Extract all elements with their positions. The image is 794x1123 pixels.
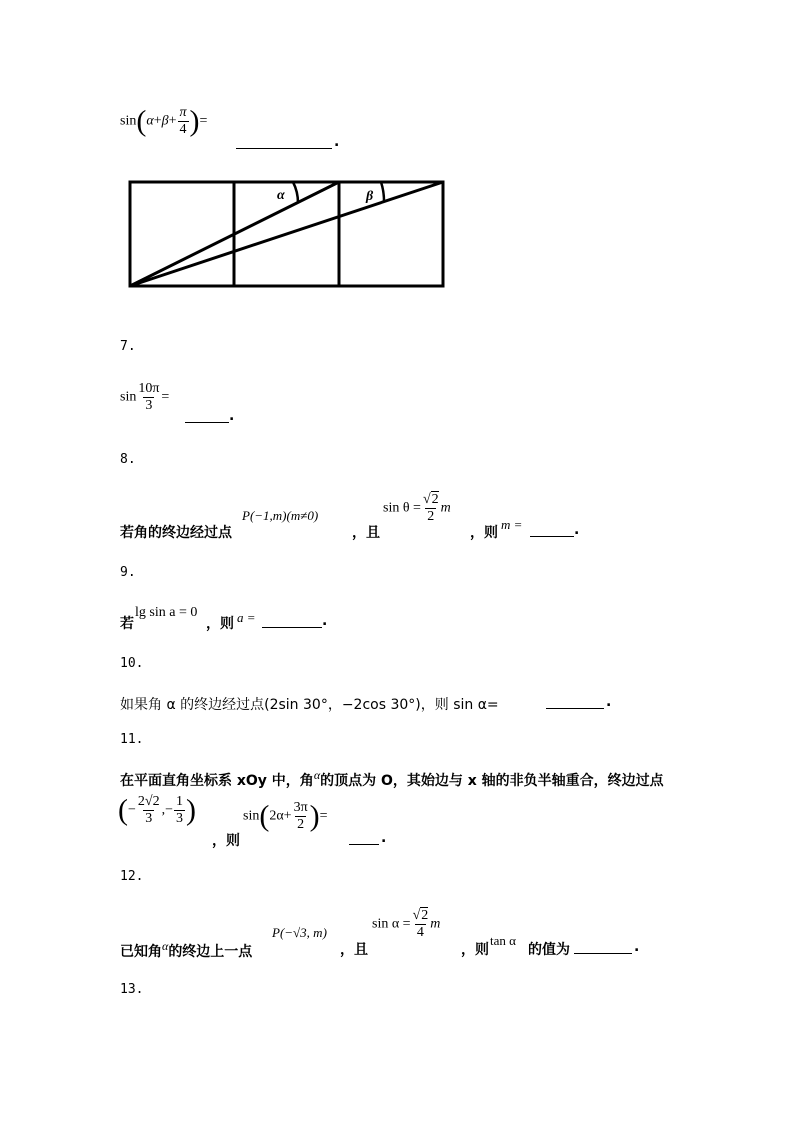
- q10-answer-blank[interactable]: [546, 708, 604, 709]
- q8-ask: m =: [501, 517, 523, 532]
- q6-alpha: α: [146, 113, 154, 129]
- q6-period: .: [334, 134, 340, 150]
- q12-text-e: 的值为: [528, 942, 570, 958]
- q11-expr-frac-den: 2: [297, 817, 305, 832]
- q11-line1: [120, 768, 664, 790]
- question-number-12: 12.: [120, 869, 144, 884]
- question-number-10: 10.: [120, 656, 144, 671]
- q10-period: .: [606, 694, 612, 710]
- q11-p1-den: 3: [145, 811, 153, 826]
- q8-period: .: [574, 522, 580, 538]
- q11-text-then: ，则: [212, 833, 240, 849]
- q11-p2-num: 1: [176, 794, 183, 809]
- q7-frac-num: 10π: [138, 381, 160, 396]
- q11-point-rparen: ): [186, 793, 196, 827]
- q8-sqrt-num: 2: [431, 492, 439, 507]
- q8-answer-blank[interactable]: [530, 536, 574, 537]
- q6-frac-den: 4: [179, 122, 187, 137]
- q12-line: [120, 939, 252, 961]
- q10-text: 如果角 α 的终边经过点(2sin 30°，−2cos 30°)，则 sin α=: [120, 697, 499, 713]
- q11-expression: [243, 800, 328, 833]
- q8-sin-expression: [383, 492, 451, 525]
- q6-sin: sin: [120, 113, 137, 129]
- q6-frac-num: π: [179, 105, 187, 120]
- q11-eq: =: [319, 808, 328, 824]
- q7-fraction: [137, 381, 160, 414]
- q8-text-a: 若角的终边经过点: [120, 525, 232, 541]
- q9-expr: lg sin a = 0: [135, 605, 198, 620]
- q6-left-paren: (: [136, 104, 147, 138]
- question-number-11: 11.: [120, 732, 144, 747]
- q12-sin-expression: [372, 908, 440, 941]
- q12-text-b: 的终边上一点: [168, 944, 253, 960]
- q11-answer-blank[interactable]: [349, 844, 379, 845]
- q12-tan: tan α: [490, 933, 516, 948]
- q12-period: .: [634, 939, 640, 955]
- q8-text-c: ，则: [470, 525, 498, 541]
- q11-expr-a: 2α+: [269, 808, 292, 824]
- q12-text-d: ，则: [461, 942, 489, 958]
- q7-answer-blank[interactable]: [185, 422, 229, 423]
- q11-expr-fraction: [293, 800, 309, 833]
- q11-p1-fraction: [137, 794, 161, 827]
- q8-frac-num: √2: [422, 492, 439, 507]
- q11-p1-num: 2√2: [137, 794, 160, 809]
- q8-text-b: ，且: [352, 525, 380, 541]
- alpha-label: α: [277, 188, 285, 203]
- question-number-13: 13.: [120, 982, 144, 997]
- squares-figure: [120, 170, 460, 300]
- q8-sin-lhs: sin θ =: [383, 500, 421, 516]
- q11-point-lparen: (: [118, 793, 128, 827]
- q7-period: .: [229, 408, 235, 424]
- q8-point: P(−1,m)(m≠0): [242, 508, 319, 523]
- q12-frac-num: √2: [412, 908, 429, 923]
- angle-arc-beta: [381, 182, 384, 202]
- diagonal-beta: [130, 182, 443, 286]
- q6-answer-blank[interactable]: [236, 148, 332, 149]
- q12-alpha: α: [162, 939, 169, 953]
- q6-expression: [120, 105, 207, 138]
- q8-fraction: [422, 492, 440, 525]
- q9-text-b: ，则: [206, 616, 234, 632]
- q11-period: .: [381, 830, 387, 846]
- q9-answer-blank[interactable]: [262, 627, 322, 628]
- q11-expr-rparen: ): [309, 799, 320, 833]
- q12-fraction: [412, 908, 430, 941]
- q6-right-paren: ): [189, 104, 200, 138]
- q8-var: m: [440, 500, 451, 516]
- q11-line1-a: 在平面直角坐标系 xOy 中，角: [120, 773, 314, 789]
- q11-expr-frac-num: 3π: [293, 800, 308, 815]
- angle-arc-alpha: [293, 182, 298, 203]
- q9-period: .: [322, 613, 328, 629]
- q11-expr-fn: sin: [243, 808, 260, 824]
- q12-answer-blank[interactable]: [574, 953, 632, 954]
- q12-frac-den: 4: [416, 925, 424, 940]
- question-number-8: 8.: [120, 452, 136, 467]
- q7-frac-den: 3: [145, 398, 153, 413]
- q6-beta: β: [161, 113, 169, 129]
- q11-p2-den: 3: [176, 811, 183, 826]
- q6-fraction: [178, 105, 189, 138]
- question-number-9: 9.: [120, 565, 136, 580]
- q11-expr-lparen: (: [259, 799, 270, 833]
- q9-ask: a =: [237, 610, 256, 625]
- q11-point: (− $\frac{2√2}{3}$ ,− $\frac{1}{3}$ ): [118, 793, 196, 827]
- q12-text-a: 已知角: [120, 944, 162, 960]
- q6-plus2: +: [168, 113, 177, 129]
- beta-label: β: [366, 189, 374, 204]
- q12-var: m: [430, 916, 441, 932]
- q7-eq: =: [161, 389, 170, 405]
- q12-sin-lhs: sin α =: [372, 916, 411, 932]
- q6-plus1: +: [153, 113, 162, 129]
- q12-sqrt-num: 2: [421, 908, 429, 923]
- q11-p2-fraction: [174, 794, 185, 827]
- q9-text-a: 若: [120, 616, 134, 632]
- q6-eq: =: [199, 113, 208, 129]
- q12-point: P(−√3, m): [272, 925, 327, 940]
- q7-expression: [120, 381, 169, 414]
- q11-line1-b: 的顶点为 O，其始边与 x 轴的非负半轴重合，终边过点: [320, 773, 664, 789]
- q11-alpha: α: [313, 768, 321, 782]
- question-number-7: 7.: [120, 339, 136, 354]
- q12-text-c: ，且: [340, 942, 368, 958]
- q7-sin: sin: [120, 389, 137, 405]
- q8-frac-den: 2: [427, 509, 435, 524]
